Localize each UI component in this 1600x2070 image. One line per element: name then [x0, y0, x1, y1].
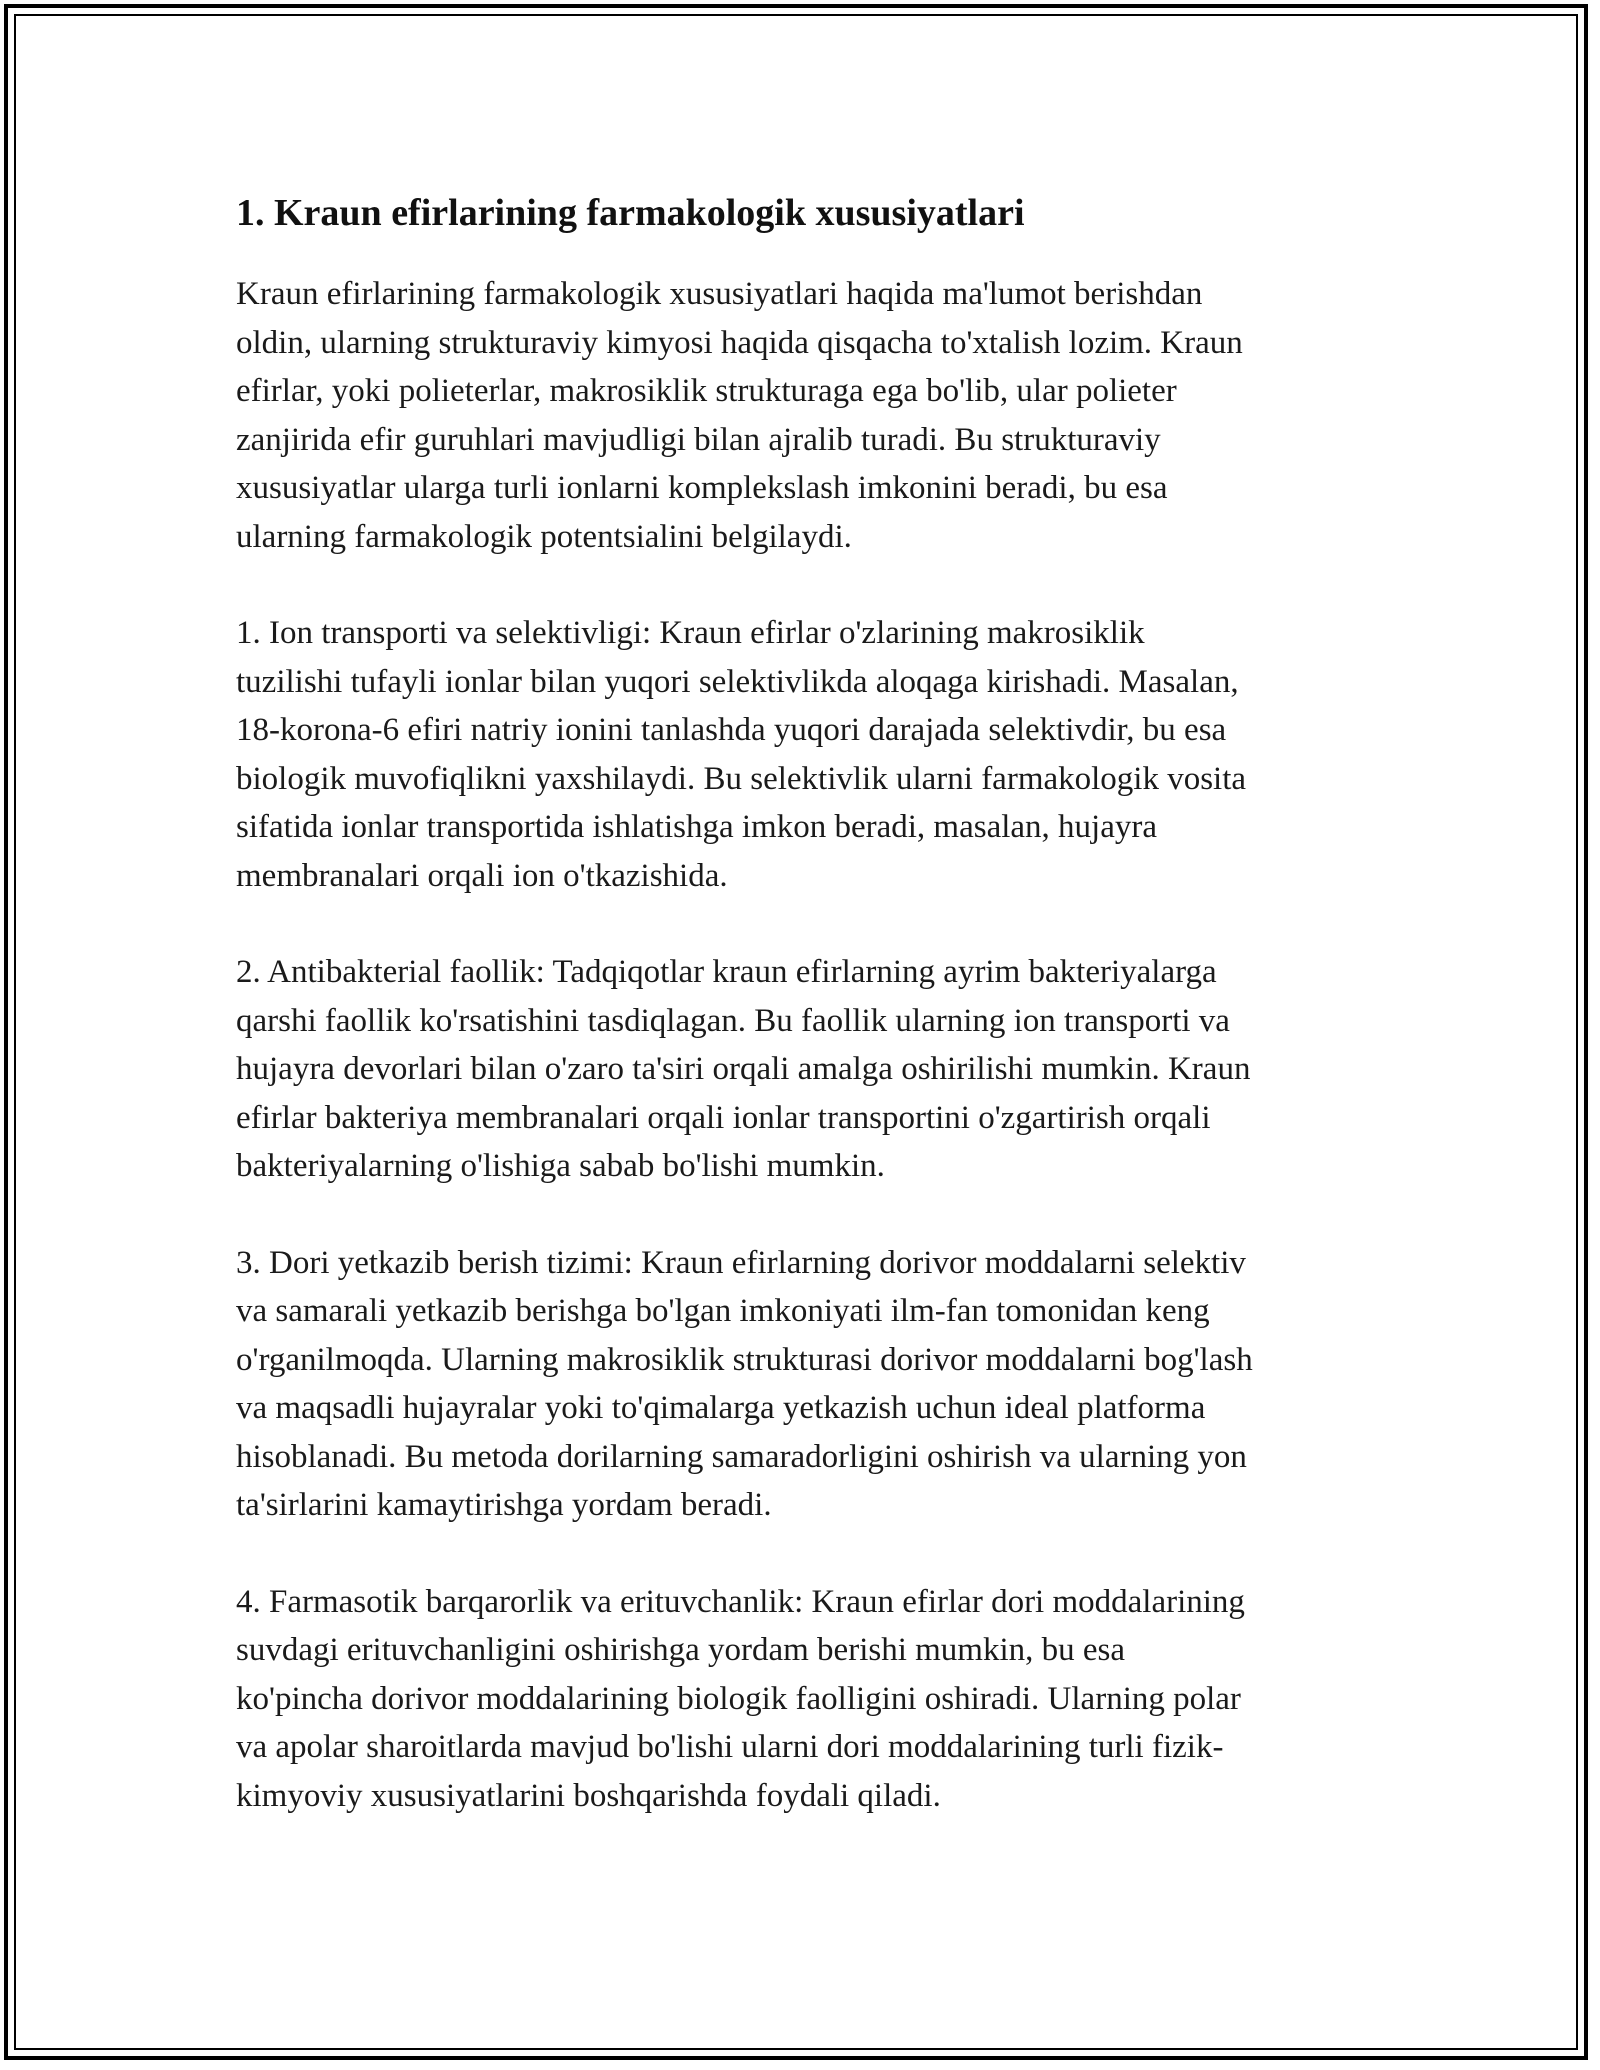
paragraph-pharma-stability: 4. Farmasotik barqarorlik va erituvchanlik: Kraun efirlar dori moddalarining suvdagi erituvchanligini oshirishga yordam berishi mumkin, bu esa ko'pincha dorivor moddalarining biologik faolligini oshiradi. Ularning polar va apolar sharoitlarda mavjud bo'lishi ularni dori moddalarining turli fizik- kimyoviy xususiyatlarini boshqarishda foydali qiladi.	[236, 1583, 1245, 1814]
paragraph-intro: Kraun efirlarining farmakologik xususiyatlari haqida ma'lumot berishdan oldin, ularning strukturaviy kimyosi haqida qisqacha to'xtalish lozim. Kraun efirlar, yoki polieterlar, makrosiklik strukturaga ega bo'lib, ular polieter zanjirida efir guruhlari mavjudligi bilan ajralib turadi. Bu strukturaviy xususiyatlar ularga turli ionlarni komplekslash imkonini beradi, bu esa ularning farmakologik potentsialini belgilaydi.	[236, 276, 1243, 555]
document-page	[236, 186, 1376, 1868]
paragraph-drug-delivery: 3. Dori yetkazib berish tizimi: Kraun efirlarning dorivor moddalarni selektiv va samarali yetkazib berishga bo'lgan imkoniyati ilm-fan tomonidan keng o'rganilmoqda. Ularning makrosiklik strukturasi dorivor moddalarni bog'lash va maqsadli hujayralar yoki to'qimalarga yetkazish uchun ideal platforma hisoblanadi. Bu metoda dorilarning samaradorligini oshirish va ularning yon ta'sirlarini kamaytirishga yordam beradi.	[236, 1244, 1253, 1523]
document-title: 1. Kraun efirlarining farmakologik xususiyatlari	[236, 192, 1025, 234]
paragraph-antibacterial: 2. Antibakterial faollik: Tadqiqotlar kraun efirlarning ayrim bakteriyalarga qarshi faollik ko'rsatishini tasdiqlagan. Bu faollik ularning ion transporti va hujayra devorlari bilan o'zaro ta'siri orqali amalga oshirilishi mumkin. Kraun efirlar bakteriya membranalari orqali ionlar transportini o'zgartirish orqali bakteriyalarning o'lishiga sabab bo'lishi mumkin.	[236, 954, 1251, 1184]
paragraph-ion-transport: 1. Ion transporti va selektivligi: Kraun efirlar o'zlarining makrosiklik tuzilishi tufayli ionlar bilan yuqori selektivlikda aloqaga kirishadi. Masalan, 18-korona-6 efiri natriy ionini tanlashda yuqori darajada selektivdir, bu esa biologik muvofiqlikni yaxshilaydi. Bu selektivlik ularni farmakologik vosita sifatida ionlar transportida ishlatishga imkon beradi, masalan, hujayra membranalari orqali ion o'tkazishida.	[236, 615, 1247, 894]
